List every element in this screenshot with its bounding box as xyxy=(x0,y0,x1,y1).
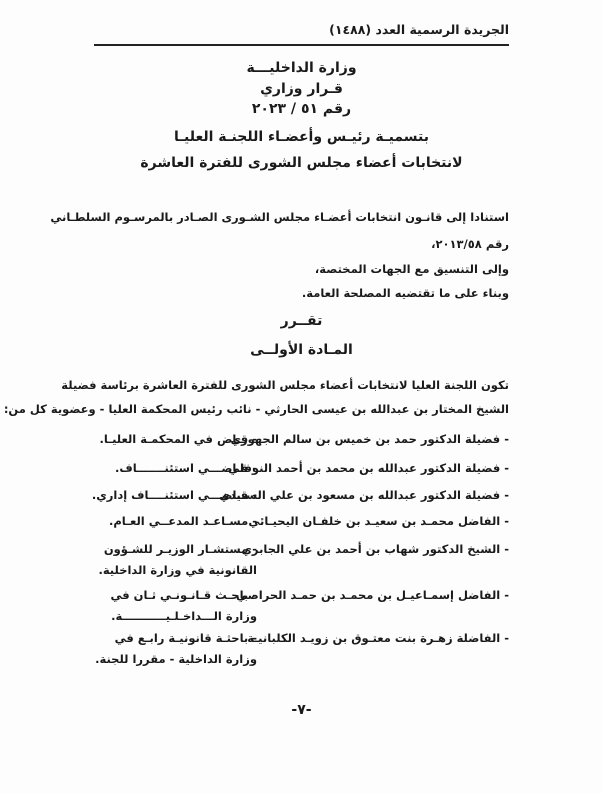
member-role: - قـاض في المحكمـة العليـا. xyxy=(99,432,257,446)
decree-title-line2: لانتخابات أعضاء مجلس الشورى للفترة العاشرة xyxy=(140,155,463,171)
decree-title-line1: بتسميـة رئيـس وأعضـاء اللجنـة العليـا xyxy=(173,129,430,145)
article-heading: المـادة الأولــى xyxy=(250,342,353,358)
member-role: - قـاضـــي استئنـــــــاف. xyxy=(115,461,257,475)
ministry-name: وزارة الداخليـــة xyxy=(246,60,357,76)
member-role-continued: وزارة الـــداخـلـيـــــــــــة. xyxy=(111,609,257,623)
running-header: الجريدة الرسمية العدد (١٤٨٨) xyxy=(329,22,509,37)
member-role: - باحـث قـانـونـي ثـان في xyxy=(110,588,257,602)
article-line1: تكون اللجنة العليا لانتخابات أعضاء مجلس الشورى للفترة العاشرة برئاسة فضيلة xyxy=(61,378,509,392)
preamble-line4: وبناء على ما تقتضيه المصلحة العامة. xyxy=(301,286,509,300)
decides-heading: تقــرر xyxy=(280,313,323,329)
member-role: - مسـاعـد المدعــي العـام. xyxy=(108,514,257,528)
member-role-continued: القانونية في وزارة الداخلية. xyxy=(98,563,257,577)
member-role: - باحثـة قانونيـة رابـع في xyxy=(114,631,257,645)
member-role: - قـاضـــي استئنــــاف إداري. xyxy=(91,488,257,502)
preamble-line1: استنادا إلى قانـون انتخابات أعضـاء مجلس الشـورى الصـادر بالمرسـوم السلطـاني xyxy=(50,210,509,224)
member-name: - فضيلة الدكتور عبدالله بن مسعود بن علي السنيدي xyxy=(219,488,509,502)
member-name: - الفاضل إسمـاعيـل بن محمـد بن حمـد الحراصي xyxy=(236,588,509,602)
page-number: -٧- xyxy=(291,702,312,718)
preamble-line3: وإلى التنسيق مع الجهات المختصة، xyxy=(314,262,509,276)
member-role: - مستشـار الوزيـر للشـؤون xyxy=(103,542,257,556)
member-name: - الفاضل محمـد بن سعيـد بن خلفـان اليحيـائي xyxy=(248,514,509,528)
decree-type: قـرار وزاري xyxy=(260,81,343,97)
member-name: - فضيلة الدكتور عبدالله بن محمد بن أحمد النوفلي xyxy=(228,461,509,475)
decree-number: رقم ٥١ / ٢٠٢٣ xyxy=(251,101,352,117)
member-role-continued: وزارة الداخلية - مقررا للجنة. xyxy=(95,652,257,666)
member-name: - فضيلة الدكتور حمد بن خميس بن سالم الجهوري xyxy=(230,432,509,446)
member-name: - الشيخ الدكتور شهاب بن أحمد بن علي الجابري xyxy=(241,542,509,556)
preamble-line2: رقم ٢٠١٣/٥٨، xyxy=(431,237,509,251)
article-line2: الشيخ المختار بن عبدالله بن عيسى الحارثي - نائب رئيس المحكمة العليا - وعضوية كل من: xyxy=(3,402,509,416)
member-row xyxy=(94,631,509,687)
header-divider xyxy=(94,44,509,46)
member-name: - الفاضلة زهـرة بنت معتـوق بن زويـد الكلبانيـة xyxy=(247,631,509,645)
